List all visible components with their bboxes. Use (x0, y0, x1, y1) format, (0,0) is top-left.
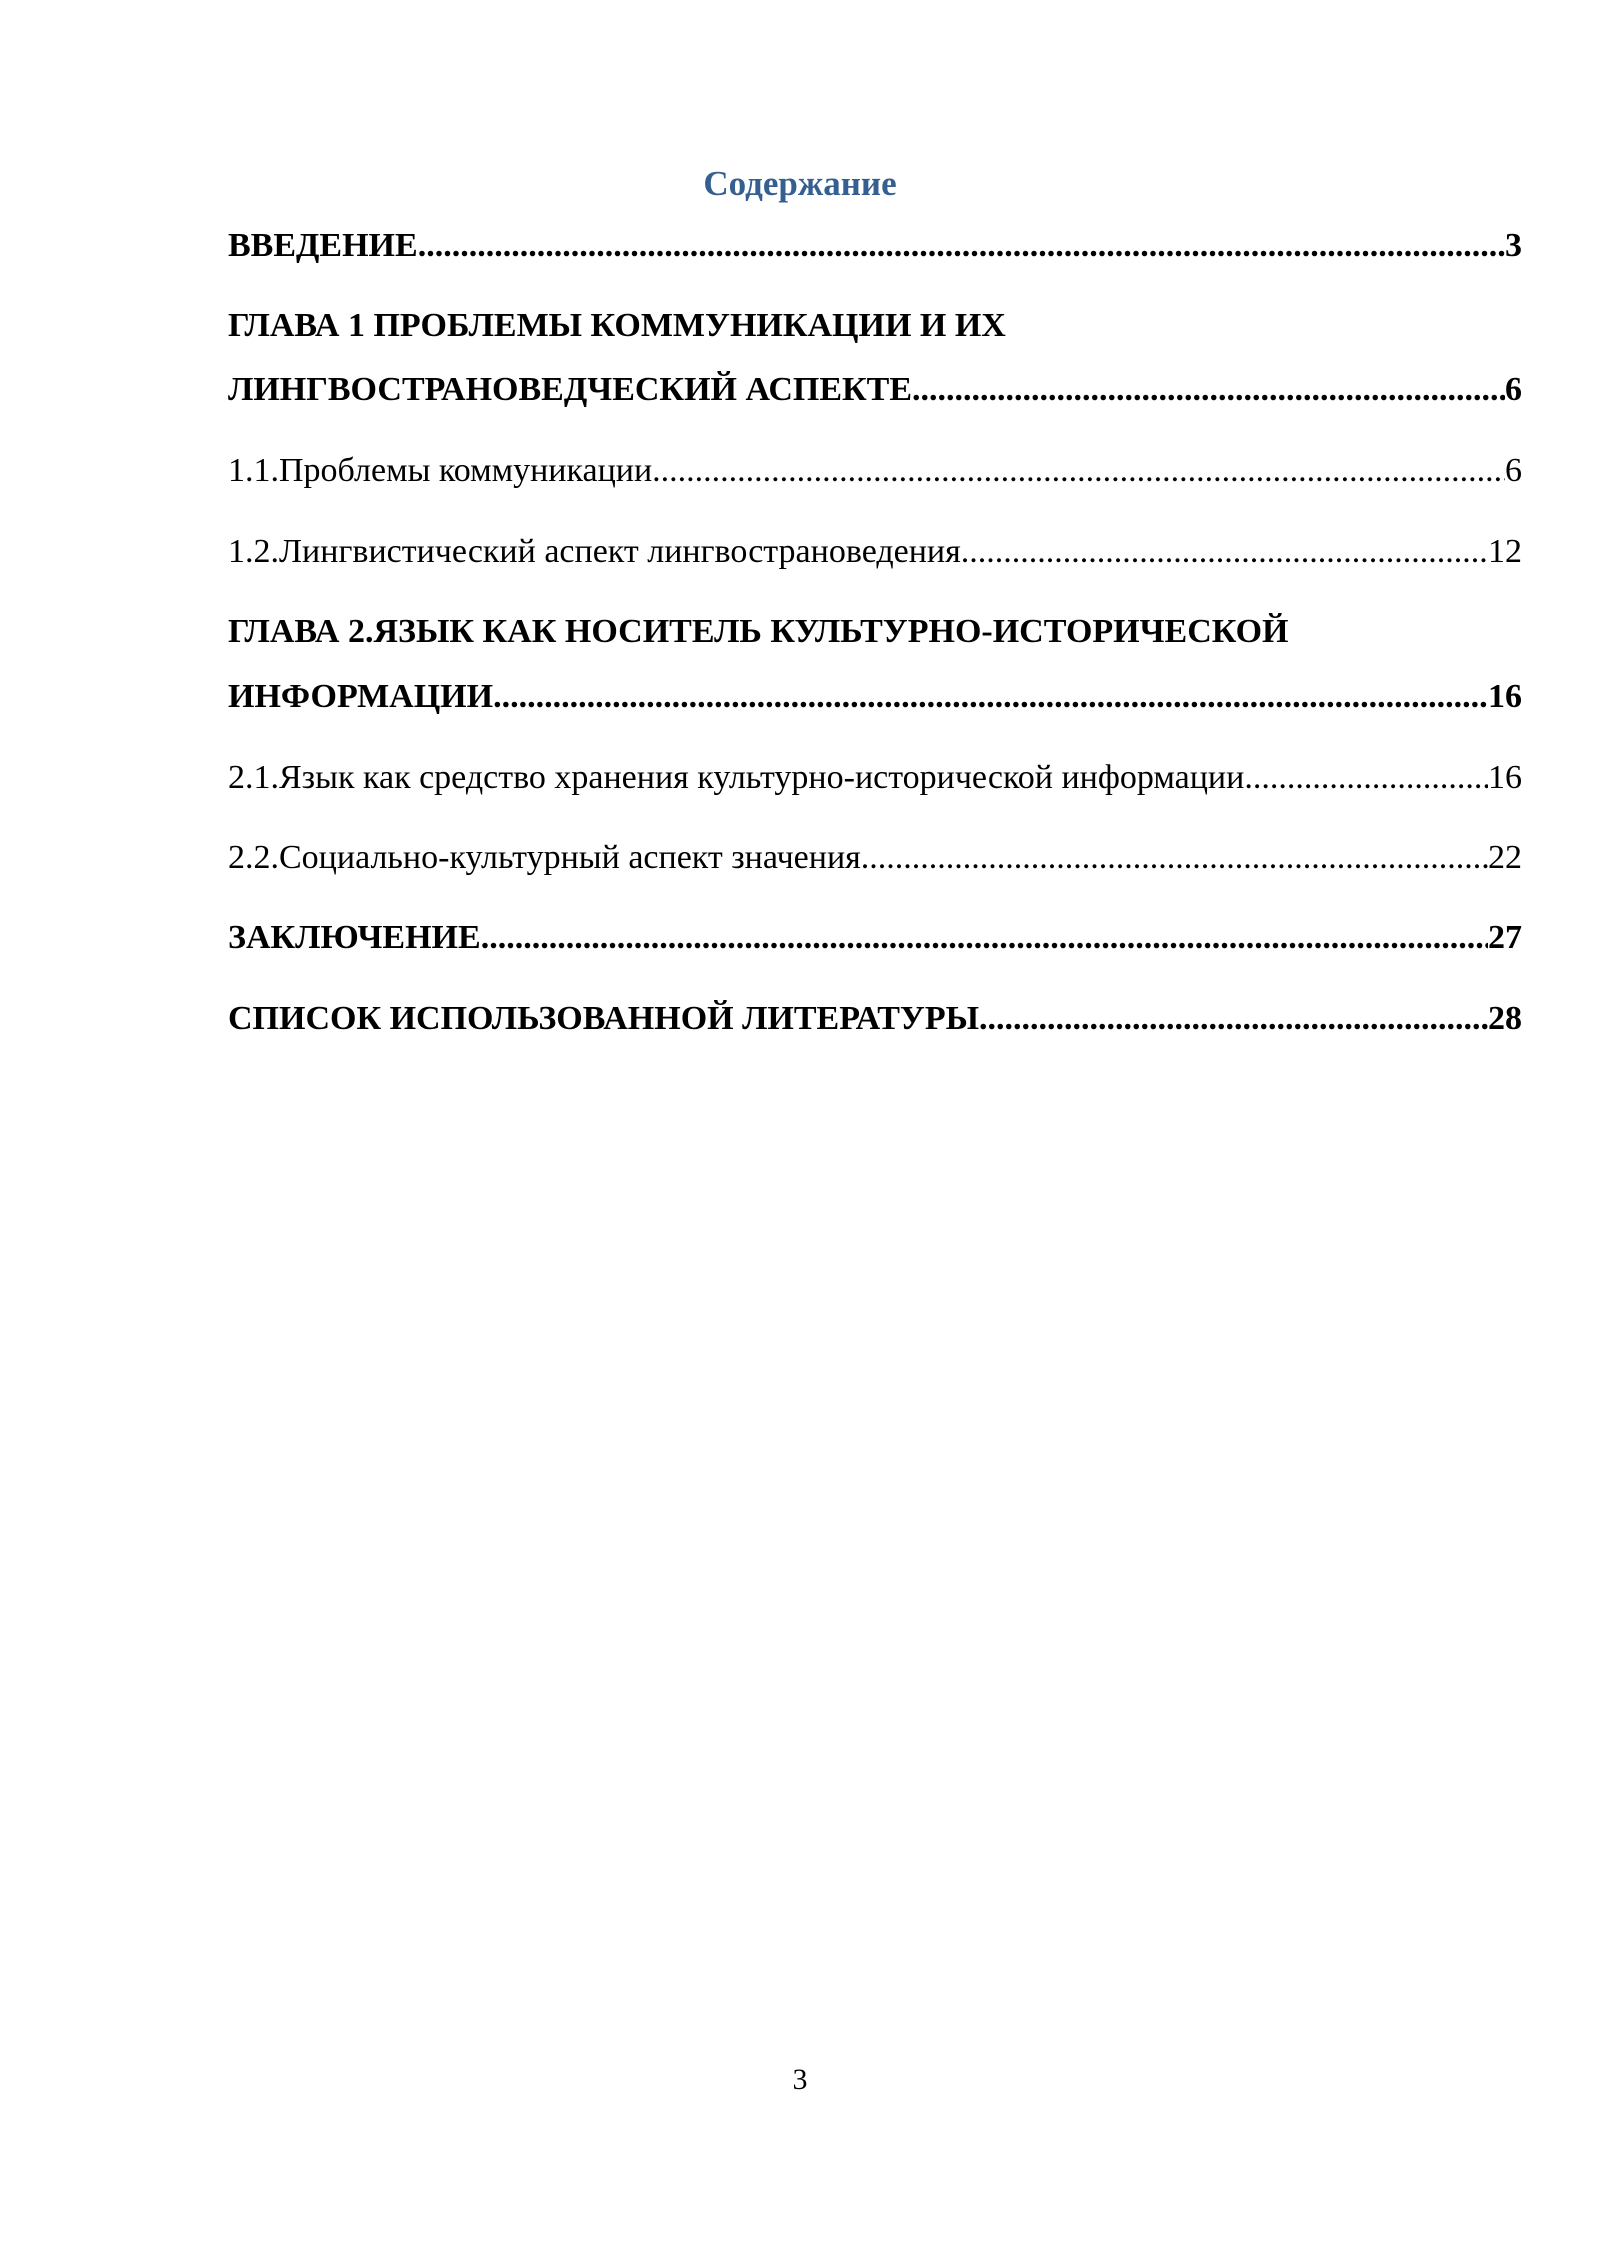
toc-entry-page: 3 (1505, 227, 1522, 264)
toc-leader-dots (979, 995, 1488, 1043)
toc-entry-page: 6 (1505, 452, 1522, 489)
toc-entry-chapter-2-cont[interactable] (228, 673, 1522, 721)
toc-entry-page: 16 (1488, 678, 1522, 715)
toc-leader-dots (418, 222, 1505, 270)
toc-entry-introduction[interactable] (228, 222, 1522, 270)
toc-leader-dots (961, 528, 1488, 576)
toc-entry-page: 22 (1488, 839, 1522, 876)
toc-entry-page: 28 (1488, 1000, 1522, 1037)
toc-entry-text: 2.1.Язык как средство хранения культурно-исторической информации (228, 759, 1245, 796)
toc-entry-chapter-1-cont[interactable] (228, 366, 1522, 414)
toc-entry-text: ЛИНГВОСТРАНОВЕДЧЕСКИЙ АСПЕКТЕ (228, 371, 913, 408)
toc-entry-bibliography[interactable] (228, 995, 1522, 1043)
page-number: 3 (792, 2063, 808, 2096)
toc-title: Содержание (703, 164, 897, 203)
toc-leader-dots (1244, 754, 1488, 802)
toc-entry-text: 1.1.Проблемы коммуникации (228, 452, 653, 489)
toc-entry-page: 12 (1488, 533, 1522, 570)
toc-entry-page: 16 (1488, 759, 1522, 796)
toc-leader-dots (481, 914, 1488, 962)
toc-entry-text: ЗАКЛЮЧЕНИЕ (228, 919, 481, 956)
toc-leader-dots (861, 834, 1488, 882)
toc-entry-section-1-2[interactable] (228, 528, 1522, 576)
toc-entry-text: СПИСОК ИСПОЛЬЗОВАННОЙ ЛИТЕРАТУРЫ (228, 1000, 979, 1037)
toc-leader-dots (493, 673, 1488, 721)
toc-leader-dots (652, 447, 1505, 495)
toc-entry-text: 2.2.Социально-культурный аспект значения (228, 839, 861, 876)
toc-entry-text: ВВЕДЕНИЕ (228, 227, 418, 264)
toc-entry-chapter-2[interactable] (228, 608, 1522, 656)
toc-entry-conclusion[interactable] (228, 914, 1522, 962)
toc-entry-text: ИНФОРМАЦИИ (228, 678, 494, 715)
toc-entry-text-line1: ГЛАВА 2.ЯЗЫК КАК НОСИТЕЛЬ КУЛЬТУРНО-ИСТОРИЧЕСКОЙ (228, 613, 1289, 650)
toc-entry-page: 27 (1488, 919, 1522, 956)
toc-entry-text: 1.2.Лингвистический аспект лингвострановедения (228, 533, 961, 570)
toc-entry-chapter-1[interactable] (228, 302, 1522, 350)
toc-leader-dots (912, 366, 1505, 414)
toc-entry-section-2-1[interactable] (228, 754, 1522, 802)
toc-entry-page: 6 (1505, 371, 1522, 408)
toc-entry-section-1-1[interactable] (228, 447, 1522, 495)
toc-entry-section-2-2[interactable] (228, 834, 1522, 882)
toc-entry-text-line1: ГЛАВА 1 ПРОБЛЕМЫ КОММУНИКАЦИИ И ИХ (228, 307, 1006, 344)
